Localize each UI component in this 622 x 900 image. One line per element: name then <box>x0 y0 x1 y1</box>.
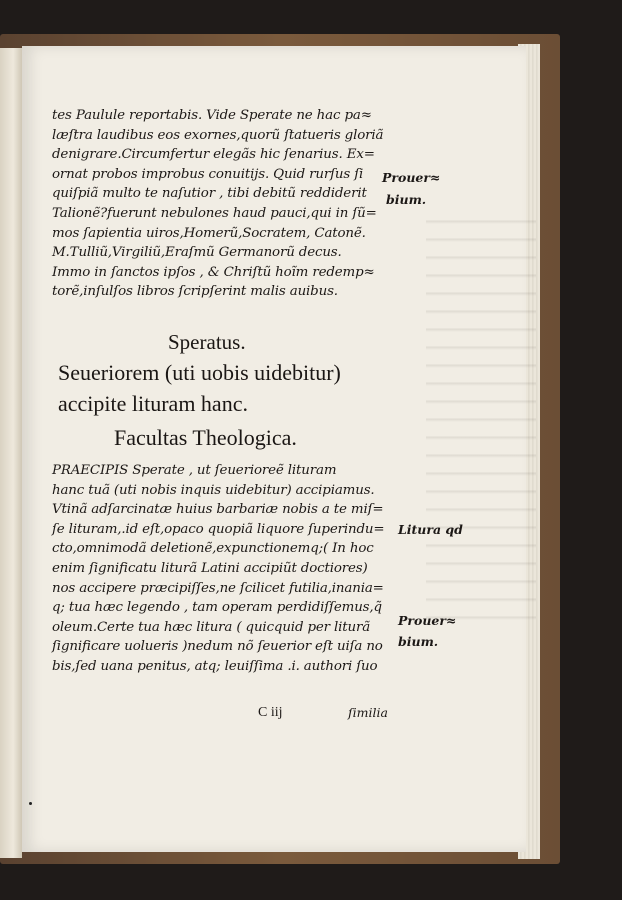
text-line: torẽ,inſulſos libros ſcripſerint malis auibus. <box>52 284 338 300</box>
text-line: oleum.Certe tua hæc litura ( quicquid per liturã <box>52 619 371 635</box>
text-line: ſe lituram,.id eſt,opaco quopiã liquore ſuperindu= <box>52 521 385 537</box>
catchword: ſimilia <box>348 705 388 720</box>
text-line: PRAECIPIS Sperate , ut ſeuerioreẽ lituram <box>52 463 337 478</box>
show-through-text <box>426 206 536 626</box>
text-line: nos accipere præcipiſſes,ne ſcilicet futilia,inania= <box>52 580 384 596</box>
text-line: Immo in ſanctos ipſos , & Chriſtũ hoĩm redemp≈ <box>52 264 375 280</box>
text-line: enim ſignificatu liturã Latini accipiũt doctiores) <box>52 560 368 576</box>
speratus-line: Seueriorem (uti uobis uidebitur) <box>58 360 341 385</box>
signature-mark: C iij <box>258 705 283 720</box>
heading-facultas-theologica: Facultas Theologica. <box>114 425 297 450</box>
text-line: tes Paulule reportabis. Vide Sperate ne hac pa≈ <box>52 108 372 123</box>
text-line: cto,omnimodã deletionẽ,expunctionemq;( In hoc <box>52 541 374 557</box>
text-line: Vtinã adſarcinatæ huius barbariæ nobis a te miſ= <box>52 502 384 518</box>
text-line: M.Tulliũ,Virgiliũ,Eraſmũ Germanorũ decus. <box>52 245 342 261</box>
margin-note-prouerbium-b: bium. <box>386 192 427 207</box>
text-line: ſignificare uolueris )nedum nõ ſeuerior eſt uiſa no <box>52 639 383 655</box>
body-text-bottom <box>52 461 384 677</box>
text-line: denigrare.Circumfertur elegãs hic ſenarius. Ex= <box>52 147 375 163</box>
text-line: Talionẽ?fuerunt nebulones haud pauci,qui in ſũ= <box>52 205 377 221</box>
body-text-top <box>52 106 383 302</box>
margin-note-litura: Litura qd <box>398 522 463 537</box>
facing-page-edge <box>0 48 22 858</box>
margin-note-prouerbium-2b: bium. <box>398 634 439 649</box>
margin-note-prouerbium-a: Prouer≈ <box>382 170 441 185</box>
text-line: mos ſapientia uiros,Homerũ,Socratem, Catonẽ. <box>52 225 366 241</box>
ink-speck <box>29 802 32 805</box>
text-line: quiſpiã multo te naſutior , tibi debitũ reddiderit <box>52 186 367 202</box>
text-line: ornat probos improbus conuitijs. Quid rurſus ſi <box>52 166 364 182</box>
text-line: q; tua hæc legendo , tam operam perdidiſſemus,q̃ <box>52 600 382 616</box>
text-line: læſtra laudibus eos exornes,quorũ ſtatueris gloriã <box>52 127 384 143</box>
text-line: bis,ſed uana penitus, atq; leuiſſima .i. authori ſuo <box>52 658 378 674</box>
speratus-line: accipite lituram hanc. <box>58 391 248 416</box>
heading-speratus: Speratus. <box>168 330 246 354</box>
margin-note-prouerbium-2a: Prouer≈ <box>398 613 457 628</box>
text-line: hanc tuã (uti nobis inquis uidebitur) accipiamus. <box>52 482 375 498</box>
